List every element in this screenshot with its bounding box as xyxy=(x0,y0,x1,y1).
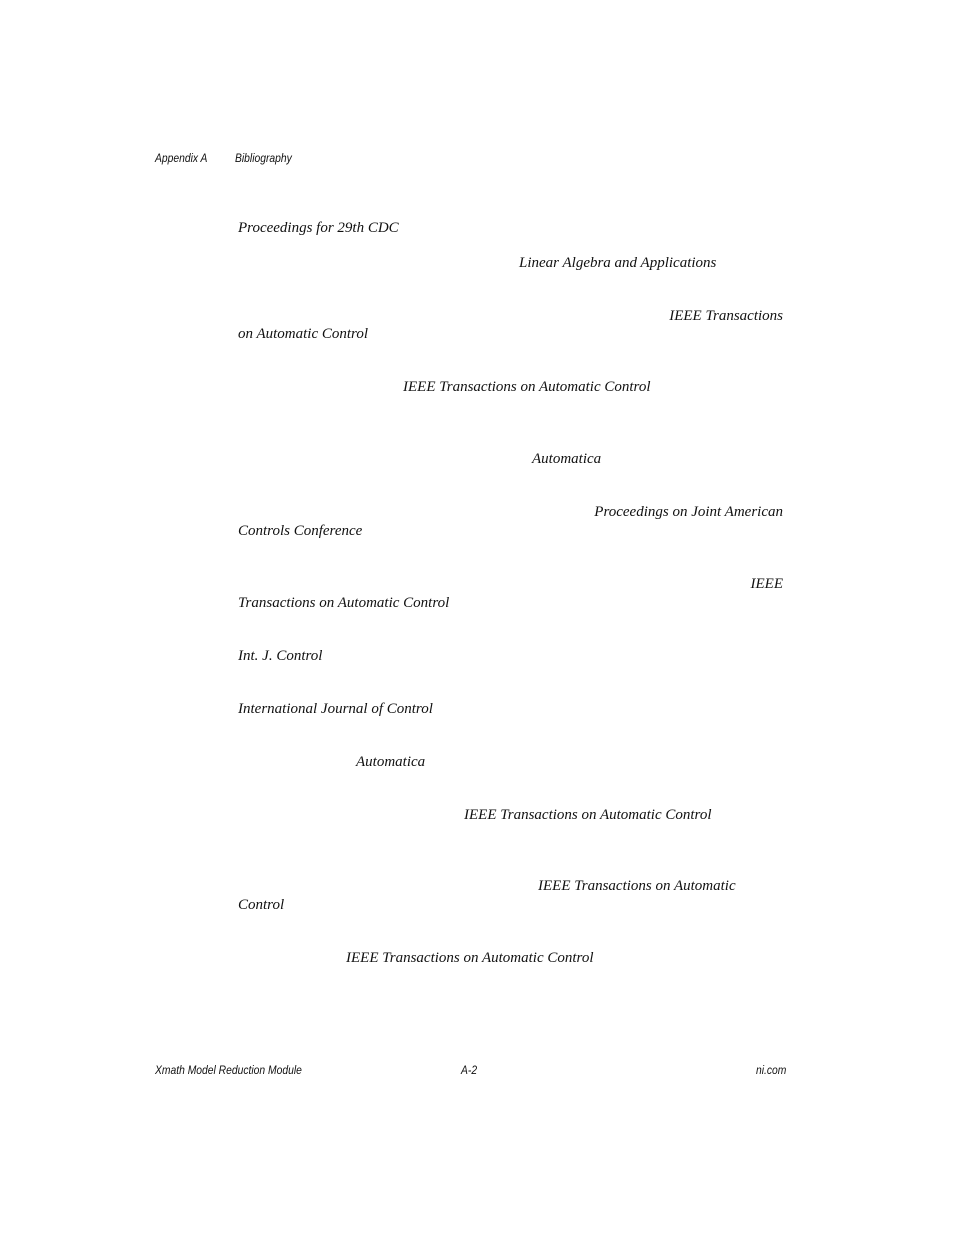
reference-fragment: on Automatic Control xyxy=(238,326,369,342)
reference-fragment: IEEE Transactions xyxy=(669,308,783,324)
header-title: Bibliography xyxy=(235,151,292,165)
reference-fragment: IEEE Transactions on Automatic xyxy=(538,878,736,894)
reference-fragment: International Journal of Control xyxy=(238,701,433,717)
reference-fragment: Control xyxy=(238,897,285,913)
reference-fragment: IEEE xyxy=(750,576,783,592)
reference-fragment: Proceedings on Joint American xyxy=(594,504,783,520)
header-section: Appendix A xyxy=(155,151,208,165)
reference-fragment: Automatica xyxy=(356,754,426,770)
footer-website: ni.com xyxy=(755,1063,786,1077)
reference-fragment: Transactions on Automatic Control xyxy=(238,595,450,611)
footer-manual-title: Xmath Model Reduction Module xyxy=(155,1063,302,1077)
reference-fragment: Proceedings for 29th CDC xyxy=(238,220,399,236)
reference-fragment: IEEE Transactions on Automatic Control xyxy=(403,379,651,395)
reference-fragment: IEEE Transactions on Automatic Control xyxy=(464,807,712,823)
reference-fragment: Int. J. Control xyxy=(238,648,323,664)
reference-fragment: Linear Algebra and Applications xyxy=(519,255,717,271)
reference-fragment: Automatica xyxy=(532,451,602,467)
reference-fragment: Controls Conference xyxy=(238,523,363,539)
footer-page-number: A-2 xyxy=(461,1063,478,1077)
reference-fragment: IEEE Transactions on Automatic Control xyxy=(346,950,594,966)
